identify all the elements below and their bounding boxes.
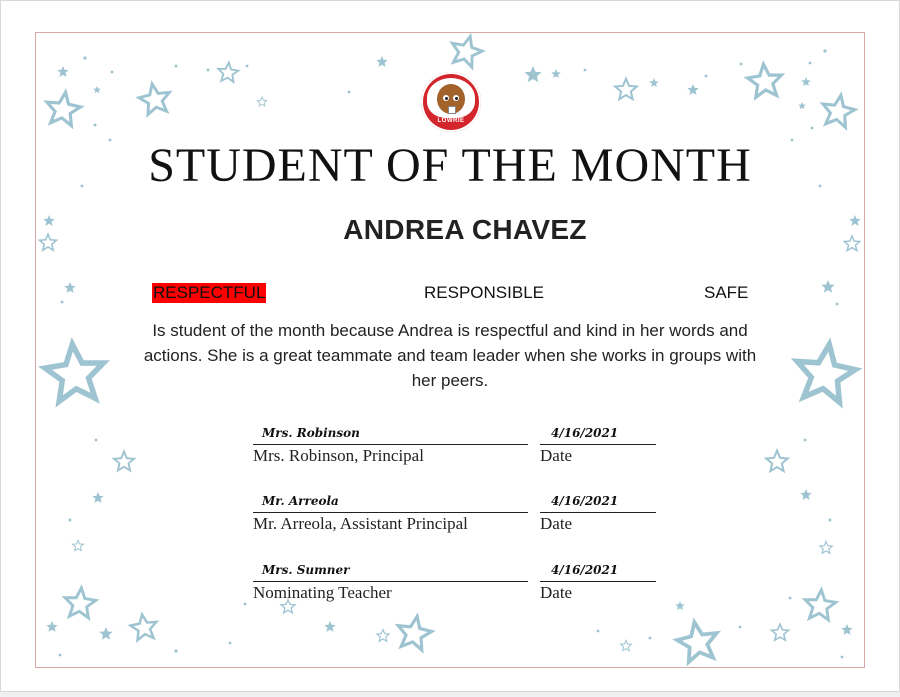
sparkle-dot xyxy=(83,56,86,59)
sparkle-dot xyxy=(94,124,97,127)
date-label-2: Date xyxy=(540,514,573,533)
beaver-mascot-icon xyxy=(427,78,475,118)
signature-line-2 xyxy=(253,512,528,513)
star-icon xyxy=(57,66,68,77)
star-outline-icon xyxy=(818,540,833,555)
school-logo xyxy=(421,72,481,132)
star-outline-icon xyxy=(744,60,786,101)
sparkle-dot xyxy=(175,65,178,68)
signature-line-1 xyxy=(253,444,528,445)
star-icon xyxy=(687,84,698,95)
star-icon xyxy=(93,86,101,93)
star-icon xyxy=(99,627,112,640)
sparkle-dot xyxy=(740,63,743,66)
star-outline-icon xyxy=(672,617,721,666)
star-outline-icon xyxy=(619,639,632,652)
star-outline-icon xyxy=(802,586,840,623)
signature-2: Mr. Arreola xyxy=(262,494,339,508)
star-icon xyxy=(64,282,75,293)
signature-1: Mrs. Robinson xyxy=(262,426,360,440)
trait-respectful: RESPECTFUL xyxy=(153,283,266,302)
signature-date-1: 4/16/2021 xyxy=(551,426,619,440)
student-name: ANDREA CHAVEZ xyxy=(343,214,587,245)
signature-line-3 xyxy=(253,581,528,582)
star-outline-icon xyxy=(135,80,173,118)
star-icon xyxy=(46,621,57,632)
star-outline-icon xyxy=(820,91,859,131)
sparkle-dot xyxy=(95,439,98,442)
star-icon xyxy=(524,66,541,82)
star-outline-icon xyxy=(38,337,110,408)
star-outline-icon xyxy=(216,60,241,84)
star-outline-icon xyxy=(71,539,84,552)
star-outline-icon xyxy=(127,611,159,643)
trait-responsible: RESPONSIBLE xyxy=(424,283,544,302)
certificate-title: STUDENT OF THE MONTH xyxy=(148,139,752,192)
sparkle-dot xyxy=(229,642,232,645)
award-reason: Is student of the month because Andrea is respectful and kind in her words and actions. She is a great teammate and team leader when she works in groups with her peers. xyxy=(143,321,757,390)
logo-text: LOWRIE xyxy=(437,118,465,124)
date-line-3 xyxy=(540,581,656,582)
sparkle-dot xyxy=(823,49,826,52)
star-outline-icon xyxy=(395,612,436,654)
sparkle-dot xyxy=(789,597,792,600)
star-outline-icon xyxy=(256,96,267,107)
signer-role-3: Nominating Teacher xyxy=(253,583,392,602)
star-outline-icon xyxy=(770,622,791,642)
star-icon xyxy=(821,280,834,293)
sparkle-dot xyxy=(739,626,742,629)
star-icon xyxy=(92,492,103,503)
star-outline-icon xyxy=(112,449,137,473)
star-outline-icon xyxy=(791,337,863,408)
signature-3: Mrs. Sumner xyxy=(262,563,350,577)
sparkle-dot xyxy=(69,519,72,522)
signer-role-1: Mrs. Robinson, Principal xyxy=(253,446,424,465)
signer-role-2: Mr. Arreola, Assistant Principal xyxy=(253,514,468,533)
sparkle-dot xyxy=(59,654,62,657)
star-icon xyxy=(801,77,811,86)
star-icon xyxy=(324,621,335,632)
star-icon xyxy=(649,78,659,87)
date-label-3: Date xyxy=(540,583,573,602)
sparkle-dot xyxy=(804,439,807,442)
star-outline-icon xyxy=(449,33,486,71)
star-icon xyxy=(551,69,561,78)
star-icon xyxy=(841,624,852,635)
sparkle-dot xyxy=(841,656,844,659)
star-outline-icon xyxy=(43,88,84,129)
sparkle-dot xyxy=(705,75,708,78)
sparkle-dot xyxy=(584,69,587,72)
star-icon xyxy=(376,56,387,67)
signature-date-2: 4/16/2021 xyxy=(551,494,619,508)
sparkle-dot xyxy=(246,65,249,68)
sparkle-dot xyxy=(649,637,652,640)
star-icon xyxy=(675,601,685,610)
sparkle-dot xyxy=(809,62,812,65)
star-outline-icon xyxy=(62,584,100,621)
sparkle-dot xyxy=(61,301,64,304)
sparkle-dot xyxy=(174,649,177,652)
date-label-1: Date xyxy=(540,446,573,465)
sparkle-dot xyxy=(811,127,814,130)
sparkle-dot xyxy=(207,69,210,72)
star-outline-icon xyxy=(613,76,640,101)
date-line-1 xyxy=(540,444,656,445)
star-outline-icon xyxy=(375,628,390,643)
sparkle-dot xyxy=(244,603,247,606)
signature-date-3: 4/16/2021 xyxy=(551,563,619,577)
sparkle-dot xyxy=(836,303,839,306)
sparkle-dot xyxy=(111,71,114,74)
star-outline-icon xyxy=(764,448,791,473)
date-line-2 xyxy=(540,512,656,513)
sparkle-dot xyxy=(829,519,832,522)
sparkle-dot xyxy=(597,630,600,633)
star-icon xyxy=(800,489,811,500)
star-icon xyxy=(798,102,806,109)
trait-safe: SAFE xyxy=(704,283,749,302)
sparkle-dot xyxy=(348,91,351,94)
